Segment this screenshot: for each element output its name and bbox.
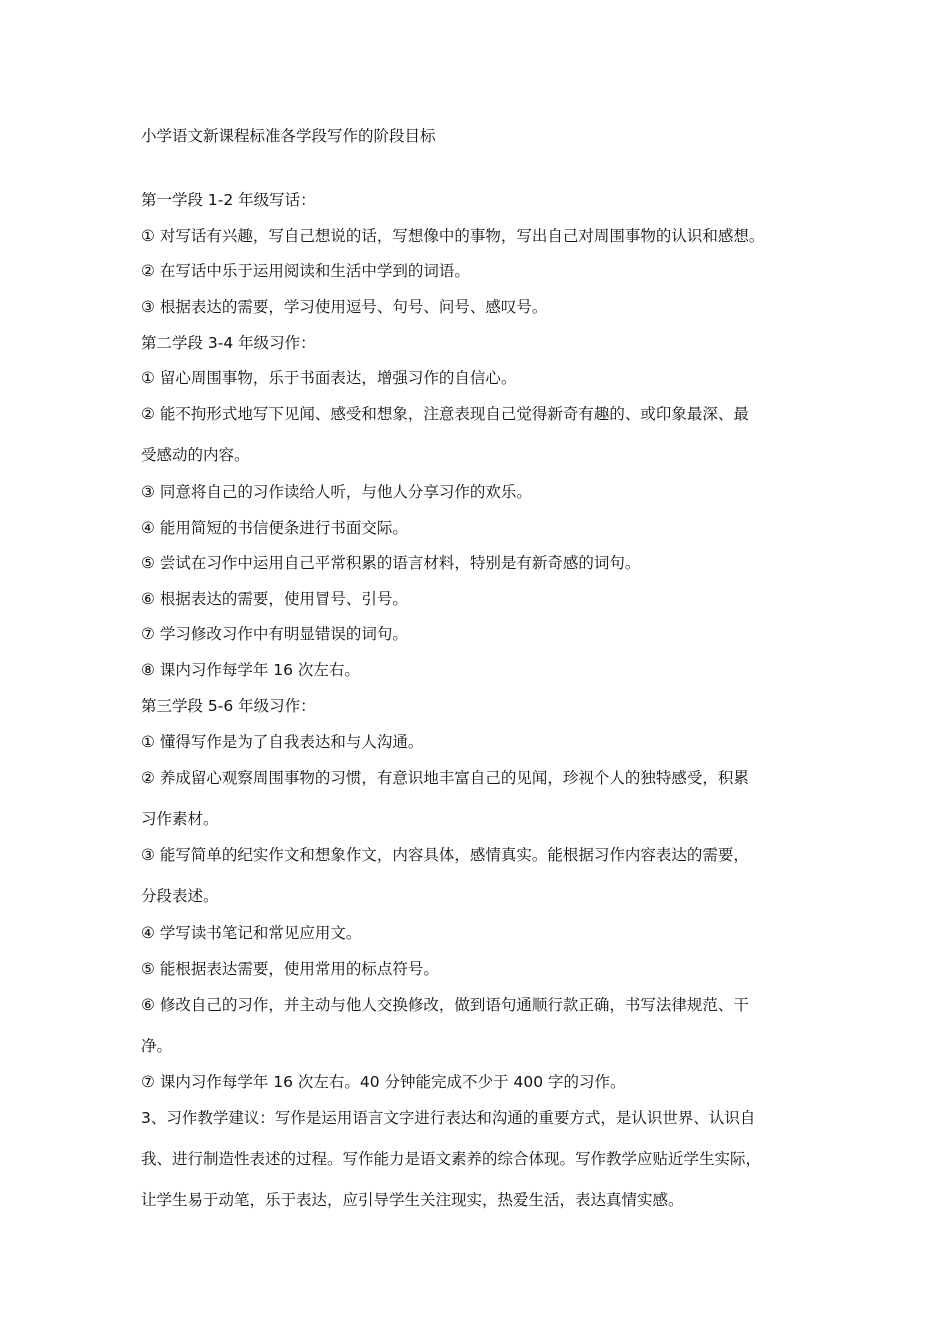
text-line: ⑥ 修改自己的习作，并主动与他人交换修改，做到语句通顺行款正确，书写法律规范、干 xyxy=(141,996,749,1014)
text-line: ⑤ 尝试在习作中运用自己平常积累的语言材料，特别是有新奇感的词句。 xyxy=(141,554,641,572)
text-line: ① 懂得写作是为了自我表达和与人沟通。 xyxy=(141,733,424,751)
text-line: 习作素材。 xyxy=(141,810,219,828)
stage-one-heading: 第一学段 1-2 年级写话： xyxy=(141,191,316,209)
text-line: ① 对写话有兴趣，写自己想说的话，写想像中的事物，写出自己对周围事物的认识和感想。 xyxy=(141,227,765,245)
text-line: ④ 能用简短的书信便条进行书面交际。 xyxy=(141,519,408,537)
text-line: 受感动的内容。 xyxy=(141,446,250,464)
document-title: 小学语文新课程标准各学段写作的阶段目标 xyxy=(141,127,436,145)
text-line: ③ 根据表达的需要，学习使用逗号、句号、问号、感叹号。 xyxy=(141,298,548,316)
text-line: ⑦ 学习修改习作中有明显错误的词句。 xyxy=(141,625,408,643)
text-line: ⑥ 根据表达的需要，使用冒号、引号。 xyxy=(141,590,408,608)
stage-three-heading: 第三学段 5-6 年级习作： xyxy=(141,697,316,715)
teaching-advice-line: 让学生易于动笔，乐于表达，应引导学生关注现实，热爱生活，表达真情实感。 xyxy=(141,1191,684,1209)
stage-two-heading: 第二学段 3-4 年级习作： xyxy=(141,334,316,352)
text-line: ④ 学写读书笔记和常见应用文。 xyxy=(141,924,362,942)
text-line: ③ 同意将自己的习作读给人听，与他人分享习作的欢乐。 xyxy=(141,483,532,501)
text-line: ② 在写话中乐于运用阅读和生活中学到的词语。 xyxy=(141,262,470,280)
text-line: ② 养成留心观察周围事物的习惯，有意识地丰富自己的见闻，珍视个人的独特感受，积累 xyxy=(141,769,749,787)
text-line: ⑧ 课内习作每学年 16 次左右。 xyxy=(141,661,360,679)
text-line: ② 能不拘形式地写下见闻、感受和想象，注意表现自己觉得新奇有趣的、或印象最深、最 xyxy=(141,405,749,423)
text-line: 净。 xyxy=(141,1037,173,1055)
teaching-advice-line: 我、进行制造性表述的过程。写作能力是语文素养的综合体现。写作教学应贴近学生实际， xyxy=(141,1150,762,1168)
teaching-advice-line: 3、习作教学建议：写作是运用语言文字进行表达和沟通的重要方式，是认识世界、认识自 xyxy=(141,1109,756,1127)
text-line: ③ 能写简单的纪实作文和想象作文，内容具体，感情真实。能根据习作内容表达的需要， xyxy=(141,846,749,864)
text-line: 分段表述。 xyxy=(141,887,219,905)
text-line: ⑦ 课内习作每学年 16 次左右。40 分钟能完成不少于 400 字的习作。 xyxy=(141,1073,626,1091)
text-line: ⑤ 能根据表达需要，使用常用的标点符号。 xyxy=(141,960,439,978)
text-line: ① 留心周围事物，乐于书面表达，增强习作的自信心。 xyxy=(141,369,517,387)
